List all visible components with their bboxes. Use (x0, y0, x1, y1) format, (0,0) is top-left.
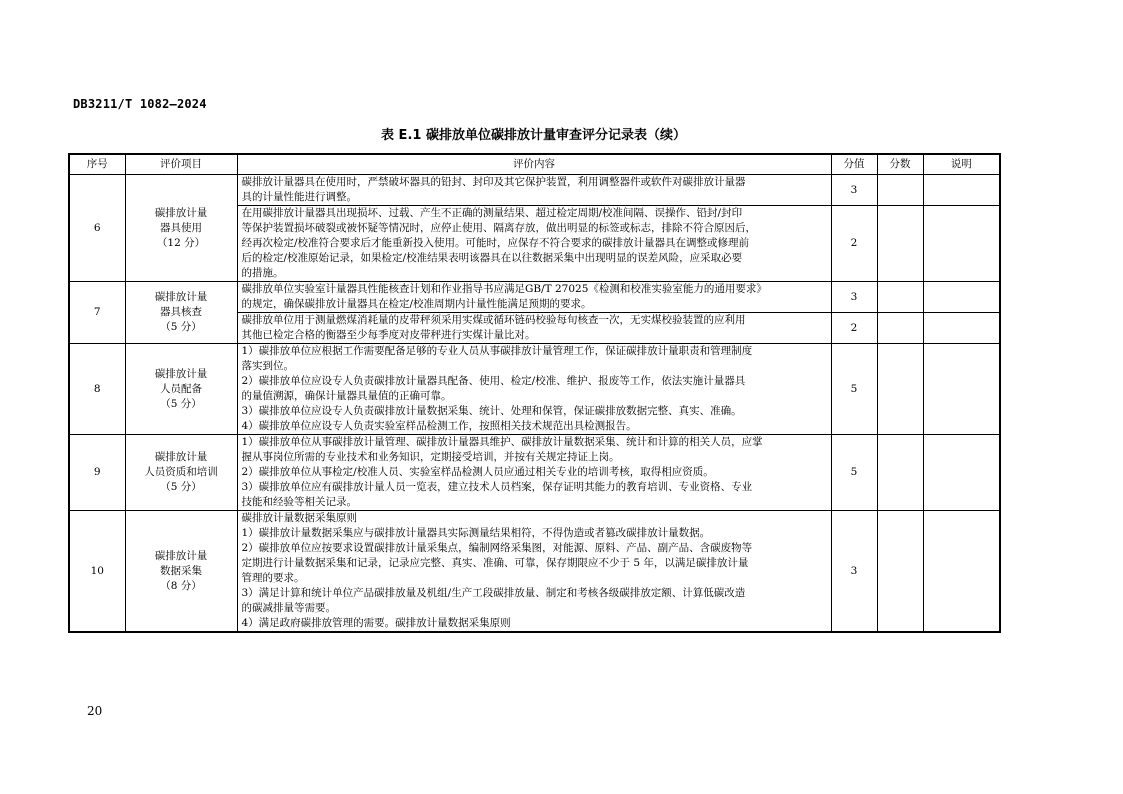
item-line: 碳排放计量 (154, 367, 208, 380)
item-line: 人员配备 (160, 382, 202, 395)
content-line: 的碳减排量等需要。 (241, 602, 336, 614)
table-row (69, 511, 1000, 633)
table-title: 表 E.1 碳排放单位碳排放计量审查评分记录表（续） (381, 128, 686, 143)
evaluation-item (125, 435, 237, 511)
evaluation-content (237, 175, 831, 206)
content-line: 1）碳排放计量数据采集应与碳排放计量器具实际测量结果相符，不得伪造或者篡改碳排放计量数据。 (241, 527, 711, 539)
item-line: 器具使用 (160, 221, 202, 234)
score-cell[interactable] (877, 175, 923, 206)
content-line: 定期进行计量数据采集和记录，记录应完整、真实、准确、可靠，保存期限应不少于 5 年，以满足碳排放计量 (241, 557, 749, 569)
remark-cell[interactable] (923, 175, 1000, 206)
remark-cell[interactable] (923, 511, 1000, 633)
content-line: 管理的要求。 (241, 572, 305, 584)
content-line: 3）碳排放单位应设专人负责碳排放计量数据采集、统计、处理和保管，保证碳排放数据完整、真实、准确。 (241, 405, 742, 417)
remark-cell[interactable] (923, 282, 1000, 313)
content-line: 1）碳排放单位应根据工作需要配备足够的专业人员从事碳排放计量管理工作，保证碳排放计量职责和管理制度 (241, 345, 753, 357)
row-number: 6 (69, 175, 125, 282)
content-line: 的量值溯源，确保计量器具量值的正确可靠。 (241, 390, 452, 402)
content-line: 3）满足计算和统计单位产品碳排放量及机组/生产工段碳排放量、制定和考核各级碳排放定额、计算低碳改造 (241, 587, 746, 599)
score-value: 2 (831, 313, 877, 344)
evaluation-content (237, 282, 831, 313)
score-cell[interactable] (877, 511, 923, 633)
table-row (69, 175, 1000, 206)
score-value: 3 (831, 511, 877, 633)
score-value: 5 (831, 344, 877, 435)
item-line: 器具核查 (160, 306, 202, 318)
page-number: 20 (87, 704, 103, 718)
content-line: 的规定，确保碳排放计量器具在检定/校准周期内计量性能满足预期的要求。 (241, 298, 592, 310)
item-line: 数据采集 (160, 564, 202, 577)
item-line: 人员资质和培训 (144, 466, 218, 478)
remark-cell[interactable] (923, 344, 1000, 435)
content-line: 4）满足政府碳排放管理的需要。碳排放计量数据采集原则 (241, 617, 511, 629)
content-line: 落实到位。 (241, 360, 294, 372)
item-line: 碳排放计量 (154, 206, 208, 219)
score-value: 2 (831, 206, 877, 282)
evaluation-content (237, 313, 831, 344)
row-number: 7 (69, 282, 125, 344)
column-header-no: 序号 (69, 154, 125, 175)
row-number: 10 (69, 511, 125, 633)
item-line: （8 分） (160, 579, 202, 592)
column-header-content: 评价内容 (237, 154, 831, 175)
remark-cell[interactable] (923, 313, 1000, 344)
column-header-remark: 说明 (923, 154, 1000, 175)
content-line: 4）碳排放单位应设专人负责实验室样品检测工作，按照相关技术规范出具检测报告。 (241, 420, 637, 432)
item-line: 碳排放计量 (154, 451, 208, 463)
content-line: 其他已检定合格的衡器至少每季度对皮带秤进行实煤计量比对。 (241, 329, 536, 341)
remark-cell[interactable] (923, 435, 1000, 511)
content-line: 3）碳排放单位应有碳排放计量人员一览表，建立技术人员档案，保存证明其能力的教育培训、专业资格、专业 (241, 481, 753, 493)
evaluation-item (125, 344, 237, 435)
item-line: 碳排放计量 (154, 291, 208, 303)
evaluation-content (237, 344, 831, 435)
remark-cell[interactable] (923, 206, 1000, 282)
table-row (69, 435, 1000, 511)
item-line: （5 分） (160, 321, 202, 333)
score-cell[interactable] (877, 313, 923, 344)
row-number: 8 (69, 344, 125, 435)
content-line: 的措施。 (241, 267, 284, 279)
content-line: 碳排放单位实验室计量器具性能核查计划和作业指导书应满足GB/T 27025《检测和校准实验室能力的通用要求》 (241, 283, 767, 295)
item-line: 碳排放计量 (154, 549, 208, 562)
column-header-value: 分值 (831, 154, 877, 175)
content-line: 经再次检定/校准符合要求后才能重新投入使用。可能时，应保存不符合要求的碳排放计量器具在调整或修理前 (241, 237, 750, 249)
score-cell[interactable] (877, 344, 923, 435)
evaluation-content (237, 511, 831, 633)
content-line: 2）碳排放单位应设专人负责碳排放计量器具配备、使用、检定/校准、维护、报废等工作，依法实施计量器具 (241, 375, 746, 387)
content-line: 后的检定/校准原始记录，如果检定/校准结果表明该器具在以往数据采集中出现明显的误差风险，应采取必要 (241, 252, 743, 264)
column-header-score: 分数 (877, 154, 923, 175)
table-row (69, 282, 1000, 313)
column-header-item: 评价项目 (125, 154, 237, 175)
evaluation-item (125, 175, 237, 282)
item-line: （12 分） (156, 236, 206, 249)
content-line: 1）碳排放单位从事碳排放计量管理、碳排放计量器具维护、碳排放计量数据采集、统计和计算的相关人员，应掌 (241, 436, 763, 448)
content-line: 握从事岗位所需的专业技术和业务知识，定期接受培训，并按有关规定持证上岗。 (241, 451, 620, 463)
table-header-row (69, 154, 1000, 175)
evaluation-table (68, 153, 1001, 633)
document-code: DB3211/T 1082—2024 (73, 97, 207, 111)
content-line: 2）碳排放单位应按要求设置碳排放计量采集点，编制网络采集图，对能源、原料、产品、副产品、含碳废物等 (241, 542, 753, 554)
evaluation-item (125, 511, 237, 633)
evaluation-item (125, 282, 237, 344)
content-line: 碳排放单位用于测量燃煤消耗量的皮带秤须采用实煤或循环链码校验每旬核查一次，无实煤校验装置的应利用 (241, 314, 746, 326)
content-line: 碳排放计量数据采集原则 (241, 512, 357, 524)
evaluation-content (237, 206, 831, 282)
content-line: 在用碳排放计量器具出现损坏、过载、产生不正确的测量结果、超过检定周期/校准间隔、误操作、铅封/封印 (241, 207, 743, 219)
table-row (69, 344, 1000, 435)
item-line: （5 分） (160, 481, 202, 493)
content-line: 技能和经验等相关记录。 (241, 496, 357, 508)
content-line: 2）碳排放单位从事检定/校准人员、实验室样品检测人员应通过相关专业的培训考核，取得相应资质。 (241, 466, 714, 478)
content-line: 碳排放计量器具在使用时，严禁破坏器具的铅封、封印及其它保护装置，利用调整器件或软件对碳排放计量器 (241, 176, 746, 188)
score-cell[interactable] (877, 435, 923, 511)
content-line: 具的计量性能进行调整。 (241, 191, 357, 203)
content-line: 等保护装置损坏破裂或被怀疑等情况时，应停止使用、隔离存放，做出明显的标签或标志，排除不符合原因后， (241, 222, 756, 234)
item-line: （5 分） (160, 397, 202, 410)
score-value: 3 (831, 282, 877, 313)
evaluation-content (237, 435, 831, 511)
row-number: 9 (69, 435, 125, 511)
score-cell[interactable] (877, 282, 923, 313)
score-value: 5 (831, 435, 877, 511)
score-cell[interactable] (877, 206, 923, 282)
score-value: 3 (831, 175, 877, 206)
